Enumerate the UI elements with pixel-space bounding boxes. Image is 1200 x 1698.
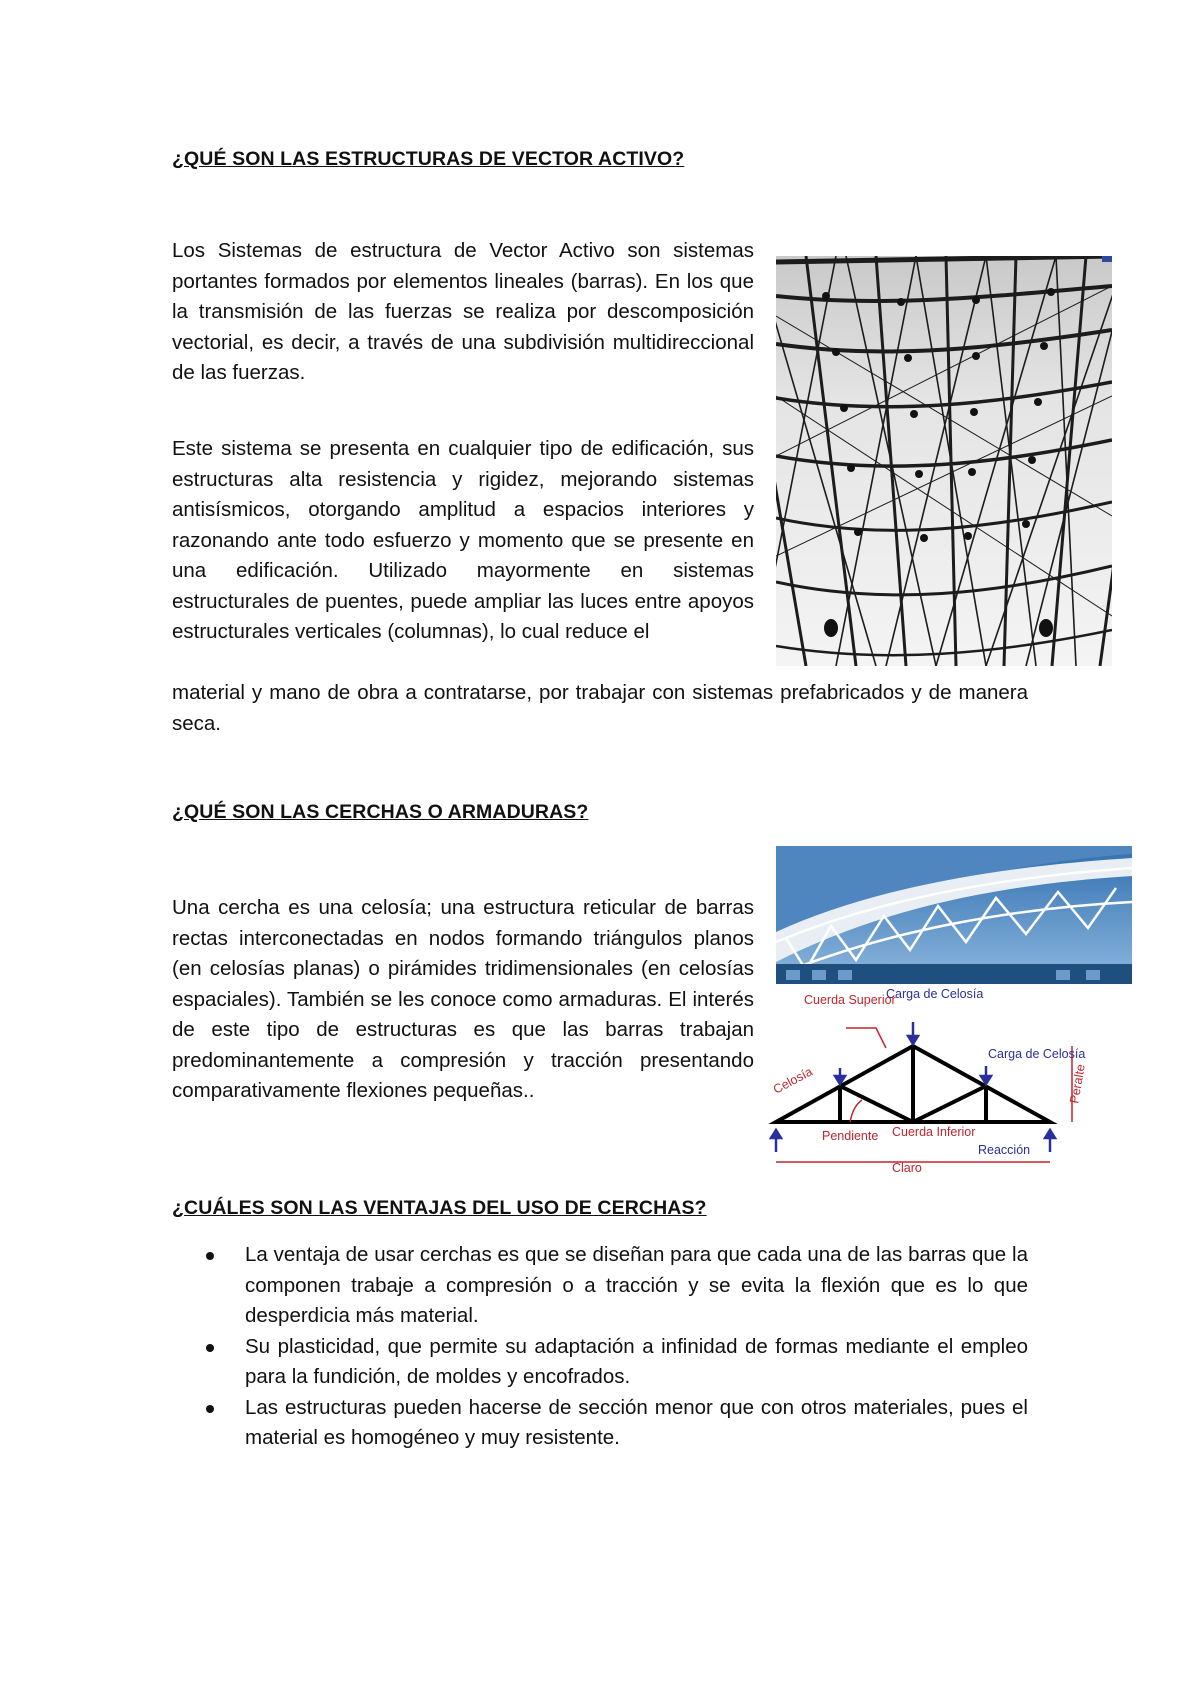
section-title-ventajas: ¿CUÁLES SON LAS VENTAJAS DEL USO DE CERCHAS? xyxy=(172,1197,707,1219)
paragraph-vector-activo-uses: Este sistema se presenta en cualquier tipo de edificación, sus estructuras alta resistencia y rigidez, mejorando sistemas antisísmicos, otorgando amplitud a espacios interiores y razonando ante todo esfuerzo y momento que se presente en una edificación. Utilizado mayormente en sistemas estructurales de puentes, puede ampliar las luces entre apoyos estructurales verticales (columnas), lo cual reduce el xyxy=(172,437,754,643)
truss-roof-illustration xyxy=(776,846,1132,984)
label-peralte: Peralte xyxy=(1067,1063,1088,1105)
space-frame-photo xyxy=(776,256,1112,666)
list-item-text: La ventaja de usar cerchas es que se diseñan para que cada una de las barras que la componen trabaje a compresión o a tracción y se evita la flexión que es lo que desperdicia más material. xyxy=(245,1243,1028,1327)
label-carga-right: Carga de Celosía xyxy=(988,1047,1086,1061)
paragraph-cerchas-definition: Una cercha es una celosía; una estructura reticular de barras rectas interconectadas en nodos formando triángulos planos (en celosías planas) o pirámides tridimensionales (en celosías espaciales). También se les conoce como armaduras. El interés de este tipo de estructuras es que las barras trabajan predominantemente a compresión y tracción presentando comparativamente flexiones pequeñas.. xyxy=(172,896,754,1102)
bullet-icon xyxy=(206,1405,214,1413)
section-title-vector-activo: ¿QUÉ SON LAS ESTRUCTURAS DE VECTOR ACTIVO? xyxy=(172,148,685,170)
truss-diagram-svg xyxy=(766,984,1096,1180)
truss-diagram xyxy=(766,984,1096,1180)
label-celosia: Celosía xyxy=(770,1064,815,1097)
paragraph-vector-activo-definition: Los Sistemas de estructura de Vector Activo son sistemas portantes formados por elementos lineales (barras). En los que la transmisión de las fuerzas se realiza por descomposición vectorial, es decir, a través de una subdivisión multidireccional de las fuerzas. xyxy=(172,239,754,384)
section-title-cerchas: ¿QUÉ SON LAS CERCHAS O ARMADURAS? xyxy=(172,801,589,823)
advantages-list xyxy=(172,1240,1028,1454)
label-cuerda-superior: Cuerda Superior xyxy=(804,993,896,1007)
list-item-text: Las estructuras pueden hacerse de sección menor que con otros materiales, pues el material es homogéneo y muy resistente. xyxy=(245,1395,1028,1449)
list-item xyxy=(172,1393,1028,1454)
truss-roof-photo xyxy=(776,846,1132,984)
label-reaccion: Reacción xyxy=(978,1143,1031,1157)
label-carga-top: Carga de Celosía xyxy=(886,987,984,1001)
label-claro: Claro xyxy=(892,1161,922,1175)
list-item xyxy=(172,1240,1028,1332)
paragraph-vector-activo-uses-continued: material y mano de obra a contratarse, por trabajar con sistemas prefabricados y de manera seca. xyxy=(172,681,1028,735)
list-item xyxy=(172,1332,1028,1393)
list-item-text: Su plasticidad, que permite su adaptación a infinidad de formas mediante el empleo para la fundición, de moldes y encofrados. xyxy=(245,1334,1028,1388)
bullet-icon xyxy=(206,1252,214,1260)
space-frame-illustration xyxy=(776,256,1112,666)
label-cuerda-inferior: Cuerda Inferior xyxy=(892,1125,976,1139)
label-pendiente: Pendiente xyxy=(822,1129,879,1143)
bullet-icon xyxy=(206,1344,214,1352)
